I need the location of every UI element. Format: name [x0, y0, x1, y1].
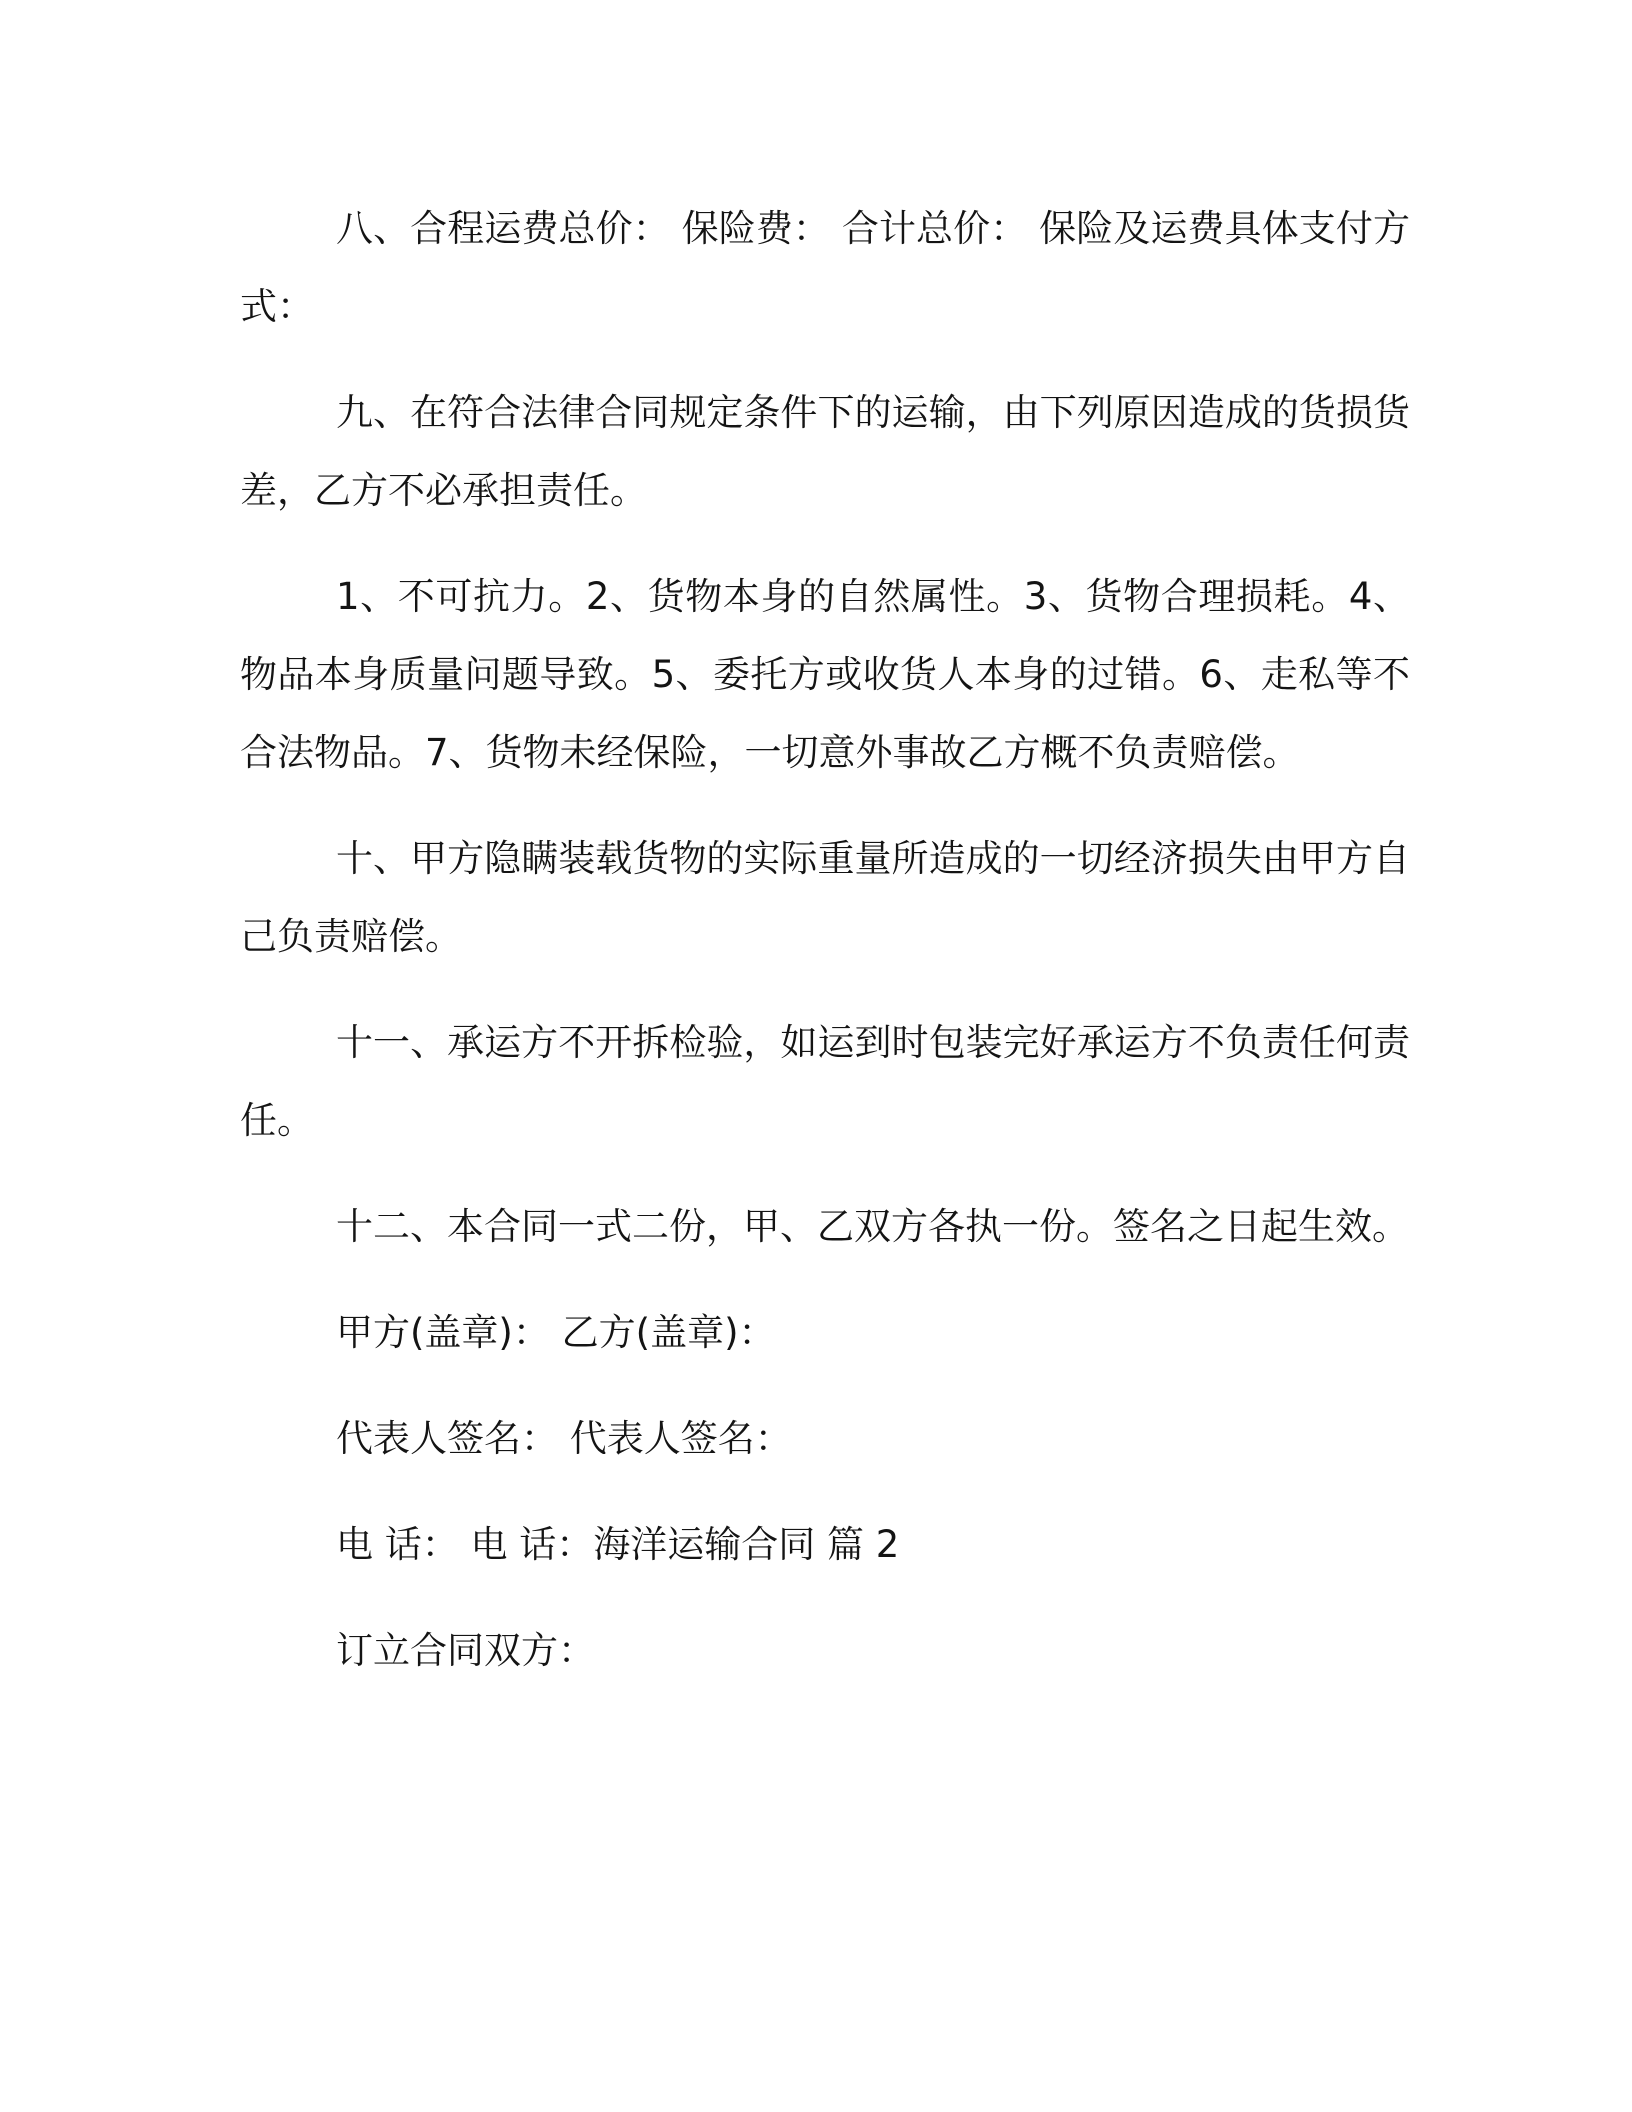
- representative-signature-line: 代表人签名： 代表人签名：: [336, 1417, 792, 1460]
- clause-11-inspection: 十一、承运方不开拆检验，如运到时包装完好承运方不负责任何责任。: [240, 1021, 1410, 1142]
- phone-line: 电 话： 电 话：海洋运输合同 篇 2: [336, 1523, 900, 1566]
- clause-8-payment: 八、合程运费总价： 保险费： 合计总价： 保险及运费具体支付方式：: [240, 207, 1410, 328]
- document-body: [240, 190, 1410, 1718]
- party-seals-line: 甲方(盖章)： 乙方(盖章)：: [336, 1311, 776, 1354]
- clause-10-weight-concealment: 十、甲方隐瞒装载货物的实际重量所造成的一切经济损失由甲方自己负责赔偿。: [240, 837, 1410, 958]
- clause-9-liability: 九、在符合法律合同规定条件下的运输，由下列原因造成的货损货差，乙方不必承担责任。: [240, 391, 1410, 512]
- clause-12-copies: 十二、本合同一式二份，甲、乙双方各执一份。签名之日起生效。: [336, 1205, 1409, 1248]
- clause-9-exemptions-list: 1、不可抗力。2、货物本身的自然属性。3、货物合理损耗。4、物品本身质量问题导致。5、委托方或收货人本身的过错。6、走私等不合法物品。7、货物未经保险，一切意外事故乙方概不负责赔偿。: [240, 575, 1410, 774]
- contracting-parties-heading: 订立合同双方：: [336, 1629, 595, 1672]
